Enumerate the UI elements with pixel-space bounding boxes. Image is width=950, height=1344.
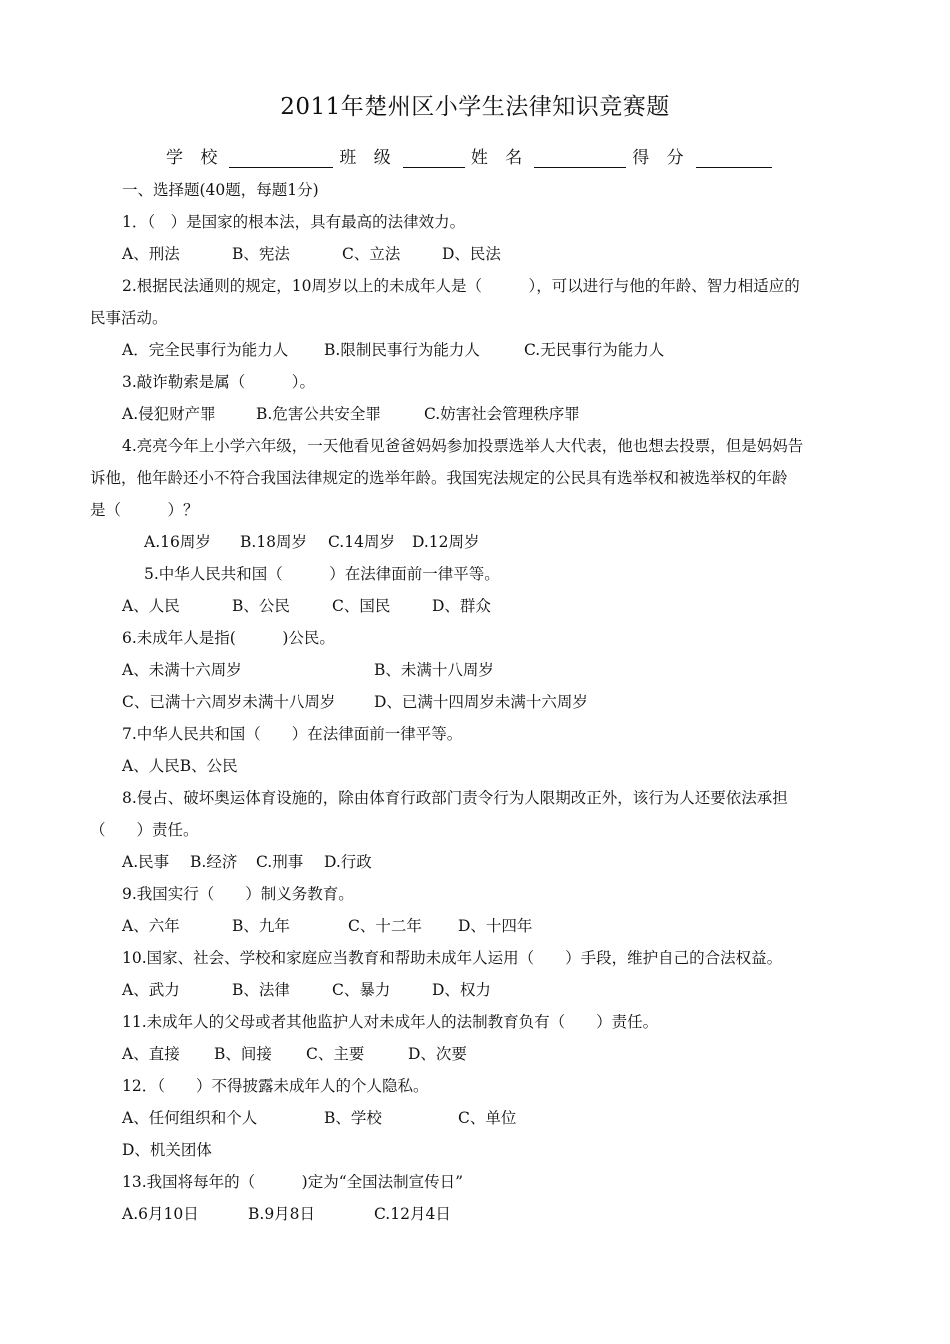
option: C、国民 (332, 597, 391, 615)
question-3-stem: 3.敲诈勒索是属（ ）。 (122, 373, 316, 391)
school-blank[interactable] (229, 147, 333, 168)
option: C、单位 (458, 1109, 517, 1127)
option: A、未满十六周岁 (122, 661, 242, 679)
question-12-stem: 12．（ ）不得披露未成年人的个人隐私。 (122, 1077, 429, 1095)
option: A.民事 (122, 853, 170, 871)
option: B.限制民事行为能力人 (324, 341, 480, 359)
option: A.6月10日 (122, 1205, 199, 1223)
option: C、十二年 (348, 917, 422, 935)
option: B、未满十八周岁 (374, 661, 494, 679)
option: C.14周岁 (328, 533, 395, 551)
option: C、已满十六周岁未满十八周岁 (122, 693, 336, 711)
option: C、暴力 (332, 981, 391, 999)
option: D、次要 (408, 1045, 467, 1063)
option: C.无民事行为能力人 (524, 341, 665, 359)
option: D、民法 (442, 245, 501, 263)
question-8-stem-cont: （ ）责任。 (90, 821, 199, 839)
option: C、主要 (306, 1045, 365, 1063)
option: B、公民 (232, 597, 290, 615)
option: A、人民 (122, 597, 180, 615)
class-blank[interactable] (403, 147, 465, 168)
option: B、宪法 (232, 245, 290, 263)
question-4-stem-cont2: 是（ ）？ (90, 501, 199, 519)
option: B、间接 (214, 1045, 272, 1063)
page-title: 2011年楚州区小学生法律知识竞赛题 (280, 94, 670, 120)
score-label: 得 分 (632, 148, 690, 168)
option: B、法律 (232, 981, 290, 999)
option: D、权力 (432, 981, 491, 999)
option: B.18周岁 (240, 533, 308, 551)
question-7-options: A、人民B、公民 (122, 757, 238, 775)
question-4-stem: 4.亮亮今年上小学六年级，一天他看见爸爸妈妈参加投票选举人大代表，他也想去投票，但是妈妈告 (122, 437, 804, 455)
option: A、武力 (122, 981, 180, 999)
question-1-stem: 1．（ ）是国家的根本法，具有最高的法律效力。 (122, 213, 466, 231)
option: C.刑事 (256, 853, 304, 871)
section-heading: 一、选择题(40题，每题1分) (122, 181, 319, 199)
option: C、立法 (342, 245, 401, 263)
school-label: 学 校 (166, 148, 224, 168)
option: B、九年 (232, 917, 290, 935)
option: D.12周岁 (412, 533, 480, 551)
option: A.16周岁 (144, 533, 211, 551)
question-12-option-d: D、机关团体 (122, 1141, 212, 1159)
option: A、直接 (122, 1045, 180, 1063)
option: D、十四年 (458, 917, 533, 935)
option: C.妨害社会管理秩序罪 (424, 405, 580, 423)
name-label: 姓 名 (470, 148, 529, 168)
question-8-stem: 8.侵占、破坏奥运体育设施的，除由体育行政部门责令行为人限期改正外，该行为人还要依法承担 (122, 789, 788, 807)
info-line (166, 143, 778, 167)
option: A.侵犯财产罪 (122, 405, 216, 423)
question-4-stem-cont: 诉他，他年龄还小不符合我国法律规定的选举年龄。我国宪法规定的公民具有选举权和被选举权的年龄 (90, 469, 788, 487)
option: B.危害公共安全罪 (256, 405, 381, 423)
name-blank[interactable] (534, 147, 626, 168)
question-2-stem: 2.根据民法通则的规定，10周岁以上的未成年人是（ ），可以进行与他的年龄、智力相适应的 (122, 277, 800, 295)
option: D.行政 (324, 853, 372, 871)
question-11-stem: 11.未成年人的父母或者其他监护人对未成年人的法制教育负有（ ）责任。 (122, 1013, 659, 1031)
question-6-stem: 6.未成年人是指( )公民。 (122, 629, 335, 647)
question-5-stem: 5.中华人民共和国（ ）在法律面前一律平等。 (144, 565, 500, 583)
option: B.经济 (190, 853, 238, 871)
question-7-stem: 7.中华人民共和国（ ）在法律面前一律平等。 (122, 725, 463, 743)
option: A、六年 (122, 917, 180, 935)
option: A、刑法 (122, 245, 180, 263)
option: A、任何组织和个人 (122, 1109, 258, 1127)
option: D、群众 (432, 597, 491, 615)
option: A．完全民事行为能力人 (122, 341, 289, 359)
question-9-stem: 9.我国实行（ ）制义务教育。 (122, 885, 354, 903)
question-2-stem-cont: 民事活动。 (90, 309, 168, 327)
option: B、学校 (324, 1109, 382, 1127)
score-blank[interactable] (696, 147, 772, 168)
option: B.9月8日 (248, 1205, 316, 1223)
question-10-stem: 10.国家、社会、学校和家庭应当教育和帮助未成年人运用（ ）手段，维护自己的合法权益。 (122, 949, 783, 967)
question-13-stem: 13.我国将每年的（ )定为“全国法制宣传日” (122, 1173, 464, 1191)
option: D、已满十四周岁未满十六周岁 (374, 693, 588, 711)
option: C.12月4日 (374, 1205, 451, 1223)
class-label: 班 级 (339, 148, 397, 168)
